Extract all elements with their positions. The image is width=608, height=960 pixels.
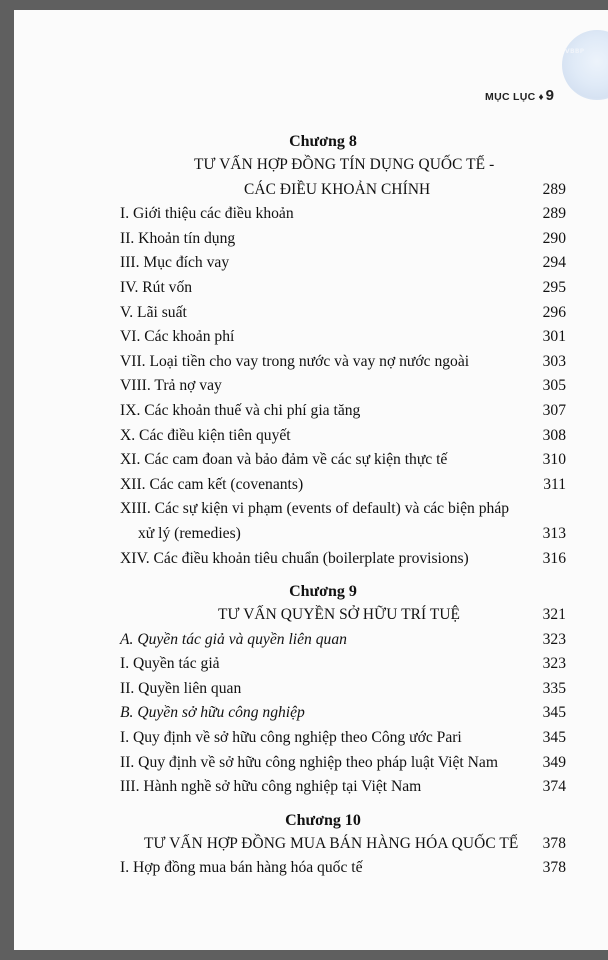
chapter-label: Chương 10 bbox=[285, 811, 361, 829]
page-number: 308 bbox=[542, 426, 566, 444]
toc-entry: IV. Rút vốn 295 bbox=[106, 276, 566, 301]
toc-entry: VI. Các khoản phí 301 bbox=[106, 325, 566, 350]
toc-entry: X. Các điều kiện tiên quyết 308 bbox=[106, 424, 566, 449]
page-number: 378 bbox=[542, 834, 566, 852]
chapter-title-line: TƯ VẤN QUYỀN SỞ HỮU TRÍ TUỆ 321 bbox=[106, 603, 566, 628]
toc-entry: XI. Các cam đoan và bảo đảm về các sự kiện thực tế 310 bbox=[106, 448, 566, 473]
book-page bbox=[14, 10, 608, 950]
toc-entry: II. Khoản tín dụng 290 bbox=[106, 227, 566, 252]
page-number: 321 bbox=[542, 606, 566, 624]
page-number: 290 bbox=[542, 229, 566, 247]
toc-entry: VII. Loại tiền cho vay trong nước và vay nợ nước ngoài 303 bbox=[106, 350, 566, 375]
running-head-label: MỤC LỤC bbox=[485, 91, 536, 103]
page-number: 311 bbox=[543, 475, 566, 493]
page-number: 295 bbox=[542, 278, 566, 296]
chapter-label: Chương 9 bbox=[289, 583, 357, 601]
page-number: 289 bbox=[542, 205, 566, 223]
toc-entry: I. Giới thiệu các điều khoản 289 bbox=[106, 202, 566, 227]
page-number: 296 bbox=[542, 303, 566, 321]
page-number: 289 bbox=[542, 180, 566, 198]
toc-section: B. Quyền sở hữu công nghiệp 345 bbox=[106, 701, 566, 726]
toc-entry: IX. Các khoản thuế và chi phí gia tăng 307 bbox=[106, 399, 566, 424]
publisher-seal-logo bbox=[562, 30, 608, 100]
page-number: 349 bbox=[542, 753, 566, 771]
diamond-separator-icon: ♦ bbox=[538, 92, 544, 103]
toc-entry: I. Quyền tác giả 323 bbox=[106, 652, 566, 677]
page-number: 316 bbox=[542, 549, 566, 567]
page-number: 335 bbox=[542, 679, 566, 697]
toc-entry: XIV. Các điều khoản tiêu chuẩn (boilerplate provisions) 316 bbox=[106, 547, 566, 572]
seal-text: VBBP bbox=[565, 48, 585, 55]
page-number: 310 bbox=[542, 451, 566, 469]
page-number: 305 bbox=[542, 377, 566, 395]
chapter-title-line: TƯ VẤN HỢP ĐỒNG MUA BÁN HÀNG HÓA QUỐC TẾ 378 bbox=[106, 832, 566, 857]
page-number: 374 bbox=[542, 778, 566, 796]
toc-entry: VIII. Trả nợ vay 305 bbox=[106, 374, 566, 399]
page-number: 345 bbox=[542, 729, 566, 747]
page-number: 294 bbox=[542, 254, 566, 272]
toc-entry: III. Hành nghề sở hữu công nghiệp tại Việt Nam 374 bbox=[106, 775, 566, 800]
page-number: 323 bbox=[542, 630, 566, 648]
table-of-contents bbox=[106, 130, 566, 881]
toc-entry: V. Lãi suất 296 bbox=[106, 301, 566, 326]
running-head bbox=[14, 87, 554, 105]
toc-entry: I. Hợp đồng mua bán hàng hóa quốc tế 378 bbox=[106, 856, 566, 881]
toc-entry: III. Mục đích vay 294 bbox=[106, 251, 566, 276]
page-number: 301 bbox=[542, 328, 566, 346]
chapter-title-line: CÁC ĐIỀU KHOẢN CHÍNH 289 bbox=[106, 178, 566, 203]
toc-section: A. Quyền tác giả và quyền liên quan 323 bbox=[106, 628, 566, 653]
page-number: 9 bbox=[545, 87, 554, 104]
page-number: 345 bbox=[542, 704, 566, 722]
page-number: 313 bbox=[542, 524, 566, 542]
toc-entry: II. Quy định về sở hữu công nghiệp theo pháp luật Việt Nam 349 bbox=[106, 751, 566, 776]
page-number: 303 bbox=[542, 352, 566, 370]
page-number: 323 bbox=[542, 655, 566, 673]
chapter-title-line: TƯ VẤN HỢP ĐỒNG TÍN DỤNG QUỐC TẾ - bbox=[194, 156, 495, 173]
toc-entry: XIII. Các sự kiện vi phạm (events of default) và các biện pháp bbox=[120, 500, 510, 518]
page-number: 378 bbox=[542, 859, 566, 877]
toc-entry: XII. Các cam kết (covenants) 311 bbox=[106, 473, 566, 498]
toc-entry-continuation: xử lý (remedies) 313 bbox=[106, 522, 566, 547]
toc-entry: II. Quyền liên quan 335 bbox=[106, 677, 566, 702]
toc-entry: I. Quy định về sở hữu công nghiệp theo Công ước Pari 345 bbox=[106, 726, 566, 751]
page-number: 307 bbox=[542, 401, 566, 419]
chapter-label: Chương 8 bbox=[289, 133, 357, 150]
